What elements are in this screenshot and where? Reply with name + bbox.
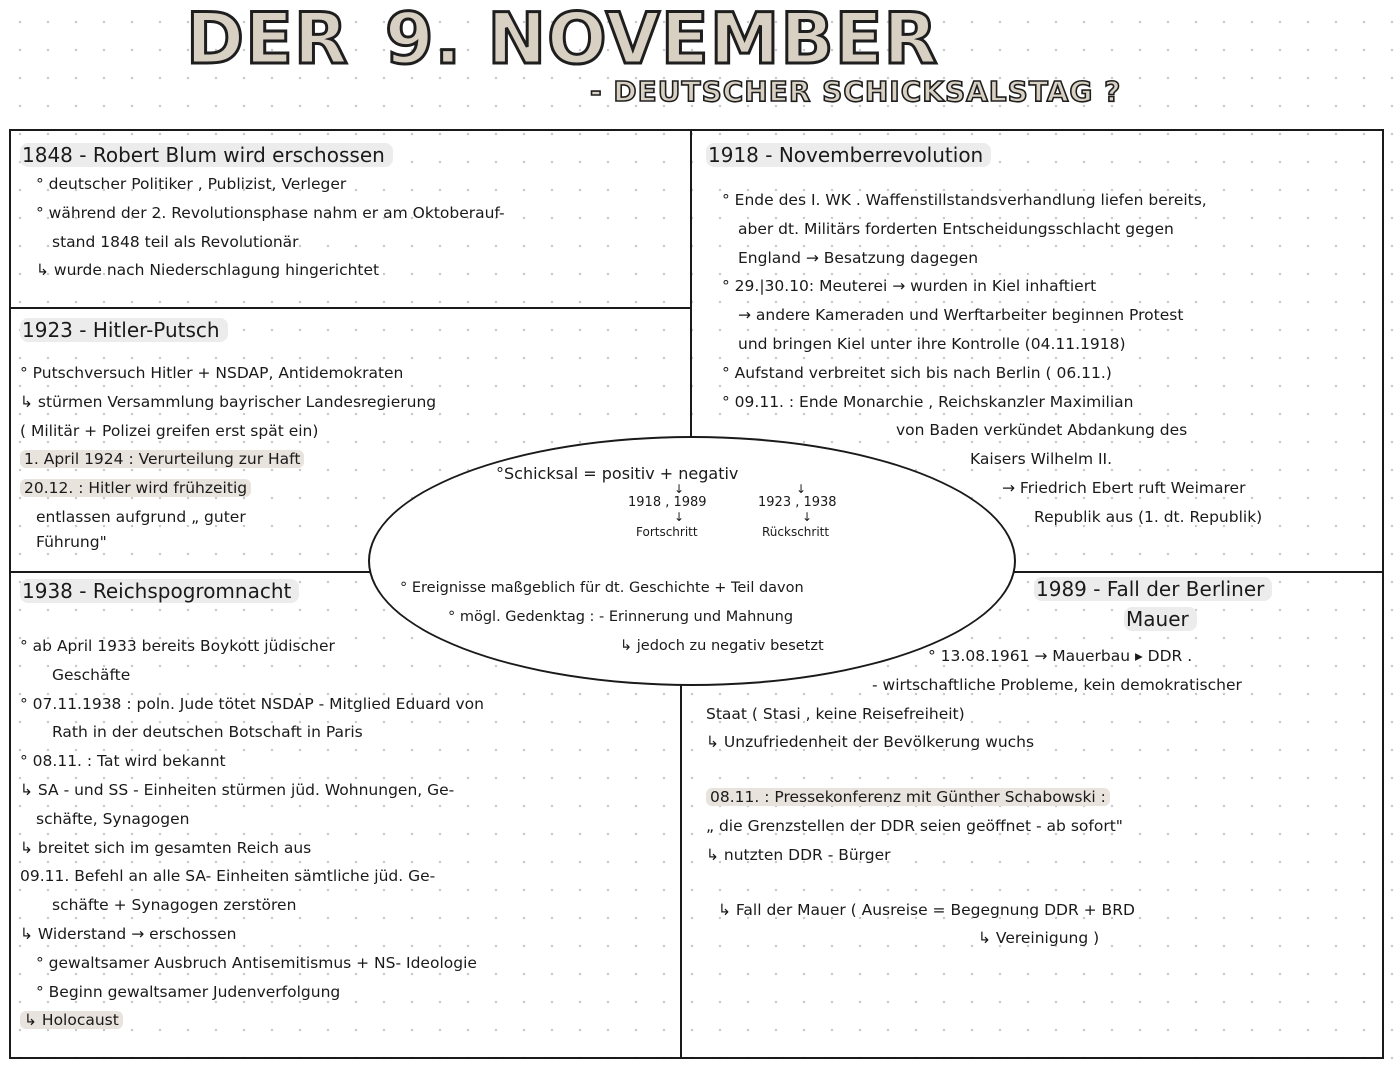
- panel-heading: 1918 - Novemberrevolution: [706, 140, 1262, 170]
- list-item: von Baden verkündet Abdankung des: [896, 421, 1188, 440]
- title-date: 9. NOVEMBER: [384, 0, 939, 80]
- panel-1923: [20, 315, 436, 552]
- panel-heading: 1923 - Hitler-Putsch: [20, 315, 436, 345]
- list-item: ° Putschversuch Hitler + NSDAP, Antidemokraten: [20, 364, 404, 382]
- list-item: ↳ breitet sich im gesamten Reich aus: [20, 838, 312, 857]
- center-ellipse: [368, 436, 1016, 686]
- panel-heading: 1938 - Reichspogromnacht: [20, 576, 484, 606]
- progress-label: Fortschritt: [636, 525, 698, 539]
- list-item: 08.11. : Pressekonferenz mit Günther Schabowski :: [706, 783, 1376, 812]
- list-item: ↳ Holocaust: [20, 1006, 484, 1035]
- list-item: ↳ Fall der Mauer ( Ausreise = Begegnung DDR + BRD: [718, 900, 1135, 919]
- list-item: stand 1848 teil als Revolutionär: [52, 232, 299, 251]
- list-item: ↳ Unzufriedenheit der Bevölkerung wuchs: [706, 733, 1035, 752]
- title-der: DER: [186, 0, 349, 80]
- list-item: ° deutscher Politiker , Publizist, Verleger: [36, 175, 347, 193]
- list-item: Republik aus (1. dt. Republik): [1034, 507, 1263, 526]
- page-title: [186, 0, 939, 80]
- list-item: „ die Grenzstellen der DDR seien geöffnet - ab sofort": [706, 816, 1123, 835]
- list-item: - wirtschaftliche Probleme, kein demokratischer: [872, 675, 1242, 694]
- divider-left-middle: [11, 571, 383, 573]
- positive-years: 1918 , 1989: [628, 495, 707, 510]
- list-item: England → Besatzung dagegen: [738, 248, 979, 267]
- negative-years: 1923 , 1938: [758, 495, 837, 510]
- list-item: und bringen Kiel unter ihre Kontrolle (04.11.1918): [738, 334, 1126, 353]
- list-item: ° Beginn gewaltsamer Judenverfolgung: [36, 982, 341, 1001]
- center-line-2: ° mögl. Gedenktag : - Erinnerung und Mahnung: [448, 609, 794, 625]
- arrow-down-icon: ↓: [674, 510, 685, 524]
- list-item: ° ab April 1933 bereits Boykott jüdischer: [20, 637, 335, 655]
- divider-vertical-bottom: [680, 684, 682, 1058]
- center-line-1: ° Ereignisse maßgeblich für dt. Geschichte + Teil davon: [400, 580, 804, 596]
- list-item: entlassen aufgrund „ guter: [36, 507, 246, 526]
- list-item: ↳ wurde nach Niederschlagung hingerichtet: [36, 261, 380, 280]
- list-item: ° Ende des I. WK . Waffenstillstandsverhandlung liefen bereits,: [722, 191, 1207, 209]
- list-item: ↳ stürmen Versammlung bayrischer Landesregierung: [20, 392, 437, 411]
- arrow-down-icon: ↓: [674, 482, 685, 496]
- list-item: ↳ Vereinigung ): [978, 929, 1100, 948]
- list-item: Rath in der deutschen Botschaft in Paris: [52, 723, 363, 742]
- list-item: ° gewaltsamer Ausbruch Antisemitismus + NS- Ideologie: [36, 953, 477, 972]
- center-line-3: ↳ jedoch zu negativ besetzt: [620, 638, 824, 654]
- list-item: → andere Kameraden und Werftarbeiter beginnen Protest: [738, 306, 1184, 325]
- list-item: Geschäfte: [52, 665, 131, 684]
- page-subtitle: - DEUTSCHER SCHICKSALSTAG ?: [590, 75, 1122, 108]
- list-item: Kaisers Wilhelm II.: [970, 450, 1113, 469]
- list-item: ° während der 2. Revolutionsphase nahm er am Oktoberauf-: [36, 203, 505, 222]
- list-item: Führung": [36, 532, 107, 551]
- list-item: ° 07.11.1938 : poln. Jude tötet NSDAP - Mitglied Eduard von: [20, 694, 484, 713]
- list-item: ° 08.11. : Tat wird bekannt: [20, 752, 226, 771]
- list-item: schäfte + Synagogen zerstören: [52, 896, 297, 915]
- panel-heading: 1989 - Fall der Berliner: [706, 574, 1376, 604]
- list-item: schäfte, Synagogen: [36, 809, 190, 828]
- list-item: ° 29.|30.10: Meuterei → wurden in Kiel inhaftiert: [722, 277, 1097, 296]
- list-item: ↳ nutzten DDR - Bürger: [706, 845, 891, 864]
- list-item: → Friedrich Ebert ruft Weimarer: [1002, 478, 1246, 497]
- divider-right-middle: [1008, 571, 1384, 573]
- divider-vertical-top: [690, 131, 692, 437]
- panel-heading: 1848 - Robert Blum wird erschossen: [20, 140, 505, 170]
- fate-formula: °Schicksal = positiv + negativ: [496, 464, 739, 483]
- panel-heading: Mauer: [706, 604, 1376, 634]
- list-item: ( Militär + Polizei greifen erst spät ein): [20, 421, 319, 440]
- arrow-down-icon: ↓: [802, 510, 813, 524]
- list-item: ° Aufstand verbreitet sich bis nach Berlin ( 06.11.): [722, 363, 1112, 382]
- list-item: ° 09.11. : Ende Monarchie , Reichskanzler Maximilian: [722, 392, 1134, 411]
- divider-left-top: [11, 307, 691, 309]
- panel-1938: [20, 576, 484, 1035]
- list-item: 20.12. : Hitler wird frühzeitig: [20, 474, 436, 503]
- list-item: Staat ( Stasi , keine Reisefreiheit): [706, 704, 965, 723]
- list-item: aber dt. Militärs forderten Entscheidungsschlacht gegen: [738, 219, 1174, 238]
- regress-label: Rückschritt: [762, 525, 830, 539]
- list-item: 1. April 1924 : Verurteilung zur Haft: [20, 445, 436, 474]
- panel-1848: [20, 140, 505, 285]
- list-item: ° 13.08.1961 → Mauerbau ▸ DDR .: [928, 647, 1193, 665]
- list-item: 09.11. Befehl an alle SA- Einheiten sämtliche jüd. Ge-: [20, 867, 436, 886]
- list-item: ↳ SA - und SS - Einheiten stürmen jüd. Wohnungen, Ge-: [20, 780, 455, 799]
- arrow-down-icon: ↓: [796, 482, 807, 496]
- list-item: ↳ Widerstand → erschossen: [20, 924, 237, 943]
